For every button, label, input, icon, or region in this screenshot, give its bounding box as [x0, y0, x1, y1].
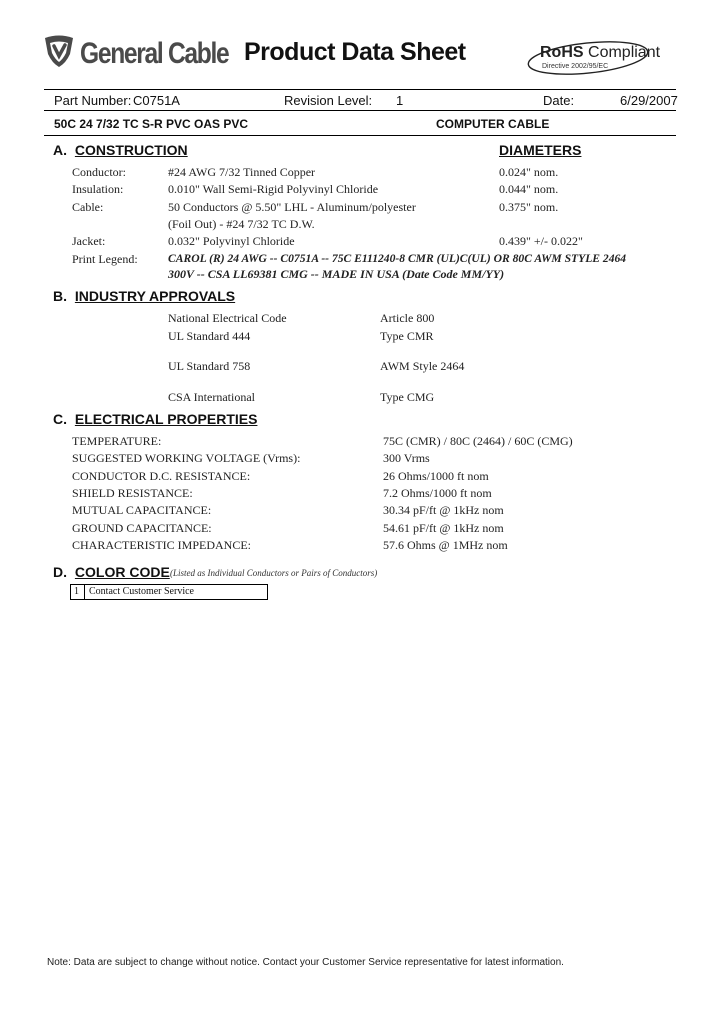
construction-diameter: 0.044" nom.	[499, 182, 559, 196]
divider	[44, 89, 676, 90]
diameters-heading	[499, 142, 581, 158]
construction-label: Cable:	[72, 200, 104, 214]
revision-value: 1	[396, 93, 404, 108]
color-code-note: (Listed as Individual Conductors or Pairs of Conductors)	[170, 568, 378, 578]
construction-diameter: 0.375" nom.	[499, 200, 559, 214]
electrical-label: CONDUCTOR D.C. RESISTANCE:	[72, 469, 251, 483]
construction-value: #24 AWG 7/32 Tinned Copper	[168, 165, 316, 179]
construction-diameter: 0.439" +/- 0.022"	[499, 234, 583, 248]
rohs-badge	[526, 40, 661, 81]
section-title: ELECTRICAL PROPERTIES	[74, 411, 258, 427]
revision-label: Revision Level:	[284, 93, 373, 108]
divider	[44, 135, 676, 136]
page-title: Product Data Sheet	[244, 38, 466, 66]
color-code-number: 1	[71, 585, 85, 599]
electrical-value: 26 Ohms/1000 ft nom	[383, 469, 489, 483]
electrical-label: SUGGESTED WORKING VOLTAGE (Vrms):	[72, 451, 301, 465]
electrical-value: 75C (CMR) / 80C (2464) / 60C (CMG)	[383, 434, 573, 448]
electrical-value: 300 Vrms	[383, 451, 430, 465]
approval-type: Type CMR	[380, 329, 434, 343]
construction-label: Insulation:	[72, 182, 124, 196]
construction-value: 50 Conductors @ 5.50" LHL - Aluminum/polyester	[168, 200, 416, 214]
print-legend-line: 300V -- CSA LL69381 CMG -- MADE IN USA (Date Code MM/YY)	[168, 267, 505, 281]
section-title: COLOR CODE	[74, 564, 170, 580]
construction-value: 0.010" Wall Semi-Rigid Polyvinyl Chloride	[168, 182, 379, 196]
rohs-label: Compliant	[588, 44, 661, 61]
electrical-label: GROUND CAPACITANCE:	[72, 521, 212, 535]
section-color-code-heading	[53, 564, 170, 580]
general-cable-logo	[42, 34, 261, 73]
approval-type: Article 800	[380, 311, 435, 325]
section-letter: A.	[53, 142, 67, 158]
diameters-title: DIAMETERS	[499, 142, 582, 158]
date-value: 6/29/2007	[620, 93, 678, 108]
part-number-label: Part Number:	[54, 93, 132, 108]
approval-body: National Electrical Code	[168, 311, 287, 325]
approval-body: UL Standard 444	[168, 329, 251, 343]
electrical-label: TEMPERATURE:	[72, 434, 162, 448]
section-title: CONSTRUCTION	[74, 142, 188, 158]
section-title: INDUSTRY APPROVALS	[74, 288, 236, 304]
construction-diameter: 0.024" nom.	[499, 165, 559, 179]
approval-body: CSA International	[168, 390, 255, 404]
section-letter: D.	[53, 564, 67, 580]
section-letter: C.	[53, 411, 67, 427]
footer-note: Note: Data are subject to change without notice. Contact your Customer Service representative for latest information.	[47, 957, 564, 968]
print-legend-line: CAROL (R) 24 AWG -- C0751A -- 75C E111240-8 CMR (UL)C(UL) OR 80C AWM STYLE 2464	[168, 252, 627, 265]
cable-description: 50C 24 7/32 TC S-R PVC OAS PVC	[54, 117, 249, 131]
cable-category: COMPUTER CABLE	[436, 117, 550, 131]
part-number-value: C0751A	[133, 93, 180, 108]
color-code-text: Contact Customer Service	[89, 586, 194, 597]
electrical-label: SHIELD RESISTANCE:	[72, 486, 193, 500]
electrical-label: MUTUAL CAPACITANCE:	[72, 503, 212, 517]
electrical-value: 54.61 pF/ft @ 1kHz nom	[383, 521, 504, 535]
section-approvals-heading	[53, 288, 235, 304]
electrical-value: 30.34 pF/ft @ 1kHz nom	[383, 503, 504, 517]
print-legend-label: Print Legend:	[72, 252, 138, 266]
electrical-value: 57.6 Ohms @ 1MHz nom	[383, 538, 508, 552]
electrical-label: CHARACTERISTIC IMPEDANCE:	[72, 538, 252, 552]
divider	[44, 110, 676, 111]
section-construction-heading	[53, 142, 188, 158]
section-electrical-heading	[53, 411, 257, 427]
company-name: General Cable	[80, 36, 229, 70]
section-letter: B.	[53, 288, 67, 304]
rohs-directive: Directive 2002/95/EC	[542, 63, 609, 70]
shield-logo-icon	[42, 34, 76, 73]
construction-label: Conductor:	[72, 165, 126, 179]
approval-body: UL Standard 758	[168, 359, 251, 373]
approval-type: AWM Style 2464	[380, 359, 465, 373]
rohs-label-bold: RoHS	[540, 44, 584, 61]
construction-value: (Foil Out) - #24 7/32 TC D.W.	[168, 217, 315, 231]
electrical-value: 7.2 Ohms/1000 ft nom	[383, 486, 492, 500]
construction-label: Jacket:	[72, 234, 106, 248]
color-code-row	[70, 584, 268, 600]
date-label: Date:	[543, 93, 575, 108]
approval-type: Type CMG	[380, 390, 435, 404]
construction-value: 0.032" Polyvinyl Chloride	[168, 234, 295, 248]
